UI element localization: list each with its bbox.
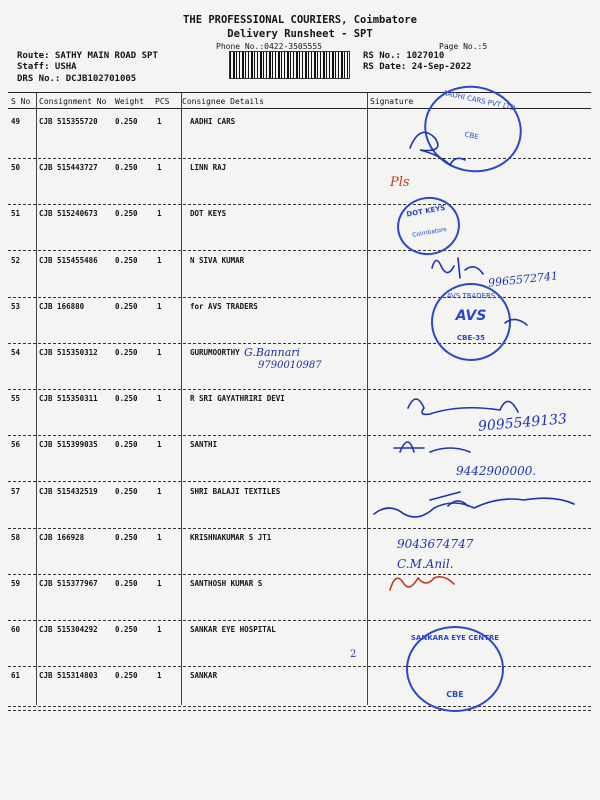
row-consignment-number: CJB 515240673 [39, 209, 98, 218]
page-number: Page No.:5 [439, 42, 488, 51]
col-weight: Weight [115, 97, 144, 106]
row-consignee: GURUMOORTHY [190, 348, 240, 357]
row-consignment-number: CJB 166880 [39, 302, 85, 311]
row-consignee: KRISHNAKUMAR S JT1 [190, 533, 272, 542]
avs-traders-stamp: AVS TRADERS AVS CBE-35 [431, 283, 511, 361]
col-divider [36, 93, 37, 705]
runsheet-title: Delivery Runsheet - SPT [227, 28, 373, 40]
row-consignment-number: CJB 515355720 [39, 117, 98, 126]
row-consignment-number: CJB 515350311 [39, 394, 98, 403]
row-consignment-number: CJB 515377967 [39, 579, 98, 588]
aadhi-cars-stamp: AADHI CARS PVT LTD CBE [416, 77, 530, 181]
row-weight: 0.250 [115, 117, 138, 126]
row-consignment-number: CJB 515432519 [39, 487, 98, 496]
row-consignee: LINN RAJ [190, 163, 227, 172]
row-pcs: 1 [157, 440, 162, 449]
row-sno: 56 [11, 440, 21, 449]
row-weight: 0.250 [115, 579, 138, 588]
row-sno: 57 [11, 487, 21, 496]
row-sno: 51 [11, 209, 21, 218]
row-consignment-number: CJB 166928 [39, 533, 85, 542]
route-label: Route: SATHY MAIN ROAD SPT [17, 51, 158, 61]
drs-number: DRS No.: DCJB102701005 [17, 74, 137, 84]
row-pcs: 1 [157, 163, 162, 172]
row-pcs: 1 [157, 394, 162, 403]
row-consignee: R SRI GAYATHRIRI DEVI [190, 394, 285, 403]
row-pcs: 1 [157, 579, 162, 588]
dot-keys-stamp: DOT KEYS Coimbatore [392, 192, 464, 260]
handwritten-name: G.Bannari [244, 346, 301, 359]
row-consignee: SHRI BALAJI TEXTILES [190, 487, 281, 496]
row-consignee: N SIVA KUMAR [190, 256, 245, 265]
col-consignee: Consignee Details [182, 97, 264, 106]
row-consignment-number: CJB 515350312 [39, 348, 98, 357]
row-consignee: SANTHI [190, 440, 218, 449]
row-consignment-number: CJB 515443727 [39, 163, 98, 172]
col-divider [367, 93, 368, 705]
row-sno: 52 [11, 256, 21, 265]
row-consignment-number: CJB 515304292 [39, 625, 98, 634]
handwritten-phone: 9790010987 [258, 360, 322, 371]
row-weight: 0.250 [115, 440, 138, 449]
row-consignment-number: CJB 515455486 [39, 256, 98, 265]
row-sno: 54 [11, 348, 21, 357]
row-weight: 0.250 [115, 302, 138, 311]
row-sno: 50 [11, 163, 21, 172]
row-weight: 0.250 [115, 533, 138, 542]
row-sno: 49 [11, 117, 21, 126]
row-weight: 0.250 [115, 209, 138, 218]
row-pcs: 1 [157, 487, 162, 496]
row-consignee: DOT KEYS [190, 209, 227, 218]
row-weight: 0.250 [115, 671, 138, 680]
row-sno: 61 [11, 671, 21, 680]
col-signature: Signature [370, 97, 414, 106]
row-pcs: 1 [157, 256, 162, 265]
row-sno: 60 [11, 625, 21, 634]
row-consignee: for AVS TRADERS [190, 302, 258, 311]
staff-label: Staff: USHA [17, 62, 77, 72]
row-weight: 0.250 [115, 625, 138, 634]
col-consignment: Consignment No [39, 97, 107, 106]
row-pcs: 1 [157, 625, 162, 634]
row-consignee: SANKAR [190, 671, 218, 680]
row-weight: 0.250 [115, 256, 138, 265]
row-pcs: 1 [157, 209, 162, 218]
rs-number: RS No.: 1027010 [363, 51, 445, 61]
row-pcs: 1 [157, 671, 162, 680]
handwritten-phone: 9965572741 [487, 269, 559, 290]
row-sno: 53 [11, 302, 21, 311]
row-pcs: 1 [157, 302, 162, 311]
table-bottom-rule [8, 710, 591, 711]
barcode [229, 51, 350, 79]
row-consignment-number: CJB 515314803 [39, 671, 98, 680]
col-pcs: PCS [155, 97, 170, 106]
row-sno: 58 [11, 533, 21, 542]
row-consignee: SANKAR EYE HOSPITAL [190, 625, 276, 634]
row-weight: 0.250 [115, 487, 138, 496]
rs-date: RS Date: 24-Sep-2022 [363, 62, 472, 72]
sankara-eye-stamp: SANKARA EYE CENTRE CBE [406, 626, 504, 712]
company-title: THE PROFESSIONAL COURIERS, Coimbatore [183, 14, 417, 26]
row-consignee: SANTHOSH KUMAR S [190, 579, 263, 588]
handwritten-note: Pls [390, 175, 410, 190]
phone-number: Phone No.:0422-3505555 [216, 42, 322, 51]
row-weight: 0.250 [115, 348, 138, 357]
row-weight: 0.250 [115, 163, 138, 172]
handwritten-phone: 9095549133 [477, 411, 568, 435]
handwritten-circle-number: 2 [350, 649, 357, 660]
row-consignee: AADHI CARS [190, 117, 236, 126]
row-pcs: 1 [157, 117, 162, 126]
row-consignment-number: CJB 515399035 [39, 440, 98, 449]
row-pcs: 1 [157, 533, 162, 542]
header-top-rule [8, 92, 591, 93]
row-pcs: 1 [157, 348, 162, 357]
row-sno: 55 [11, 394, 21, 403]
handwritten-phone: 9442900000. [456, 464, 537, 478]
row-sno: 59 [11, 579, 21, 588]
col-divider [181, 93, 182, 705]
handwritten-phone: 9043674747 [397, 537, 474, 551]
signature-ink [370, 108, 595, 708]
row-weight: 0.250 [115, 394, 138, 403]
handwritten-name: C.M.Anil. [397, 557, 454, 571]
col-sno: S No [11, 97, 31, 106]
